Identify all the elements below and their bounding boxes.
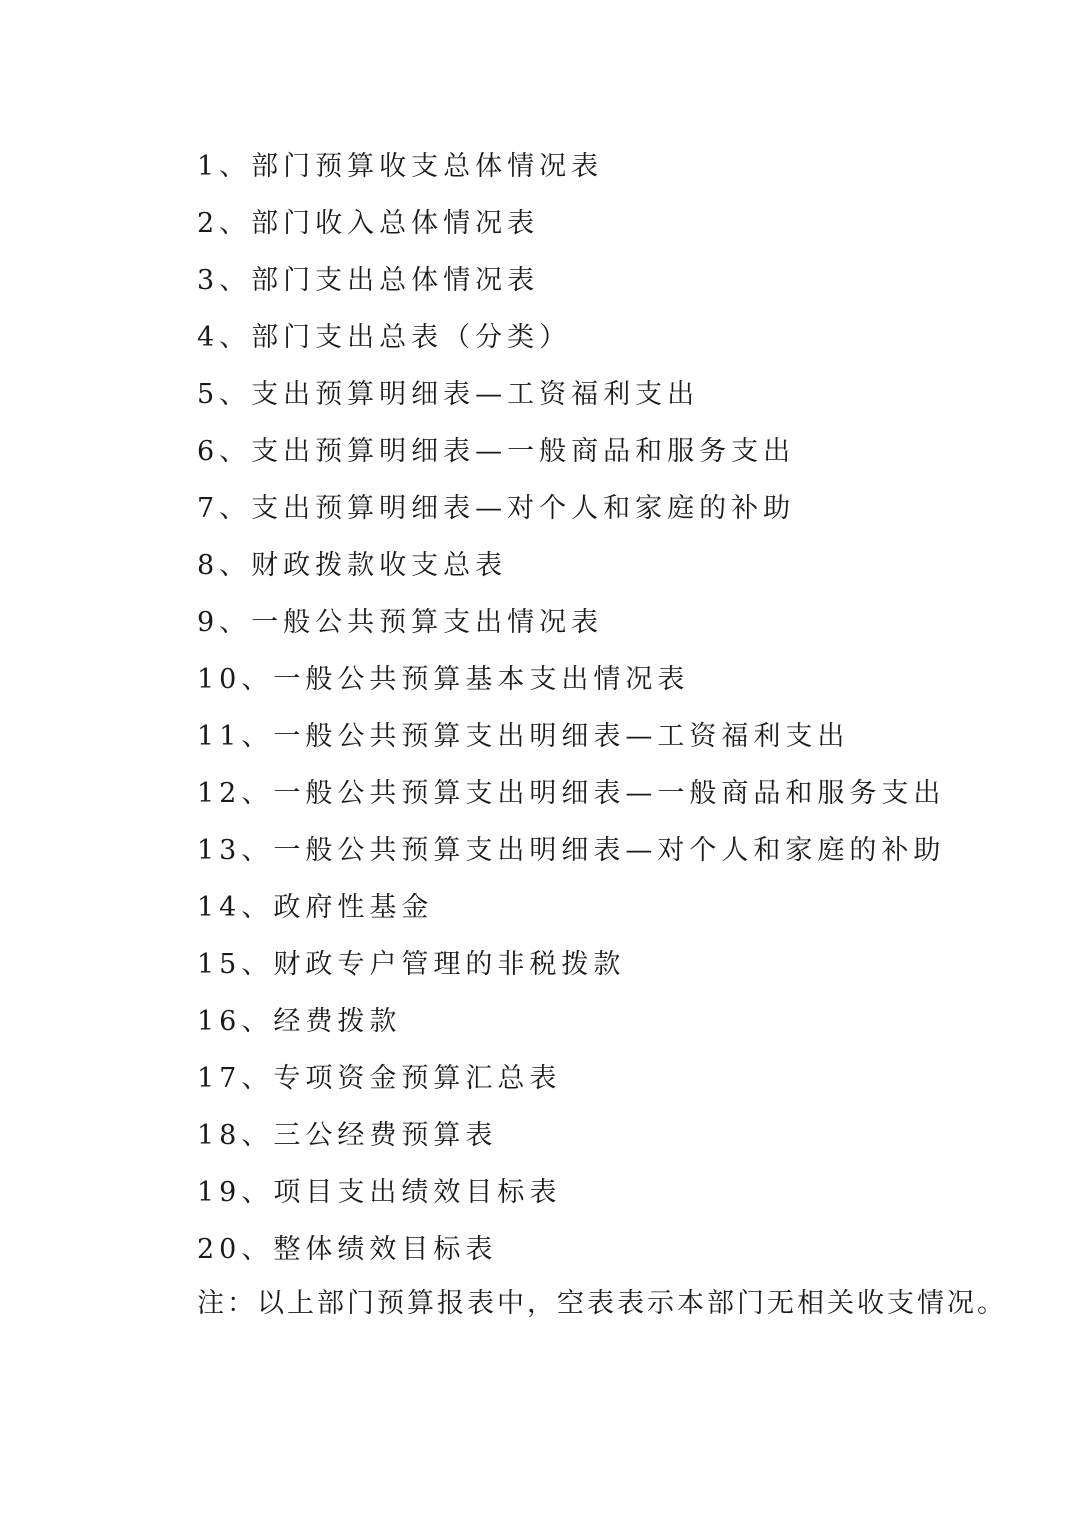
list-item: 9、一般公共预算支出情况表 <box>197 607 604 638</box>
list-item: 17、专项资金预算汇总表 <box>197 1063 562 1094</box>
list-item: 19、项目支出绩效目标表 <box>197 1177 562 1208</box>
list-item: 4、部门支出总表（分类） <box>197 322 572 353</box>
list-item: 15、财政专户管理的非税拨款 <box>197 949 626 980</box>
list-item: 7、支出预算明细表—对个人和家庭的补助 <box>197 493 796 524</box>
list-item: 8、财政拨款收支总表 <box>197 550 508 581</box>
list-item: 6、支出预算明细表—一般商品和服务支出 <box>197 436 796 467</box>
list-item: 13、一般公共预算支出明细表—对个人和家庭的补助 <box>197 835 946 866</box>
list-item: 20、整体绩效目标表 <box>197 1234 498 1265</box>
list-item: 12、一般公共预算支出明细表—一般商品和服务支出 <box>197 778 946 809</box>
list-item: 5、支出预算明细表—工资福利支出 <box>197 379 700 410</box>
list-item: 3、部门支出总体情况表 <box>197 265 540 296</box>
list-item: 16、经费拨款 <box>197 1006 402 1037</box>
list-item: 10、一般公共预算基本支出情况表 <box>197 664 690 695</box>
list-item: 1、部门预算收支总体情况表 <box>197 151 604 182</box>
list-item: 2、部门收入总体情况表 <box>197 208 540 239</box>
list-item: 11、一般公共预算支出明细表—工资福利支出 <box>197 721 850 752</box>
footnote: 注：以上部门预算报表中，空表表示本部门无相关收支情况。 <box>197 1288 1007 1319</box>
list-item: 18、三公经费预算表 <box>197 1120 498 1151</box>
report-list <box>197 138 945 1278</box>
list-item: 14、政府性基金 <box>197 892 434 923</box>
